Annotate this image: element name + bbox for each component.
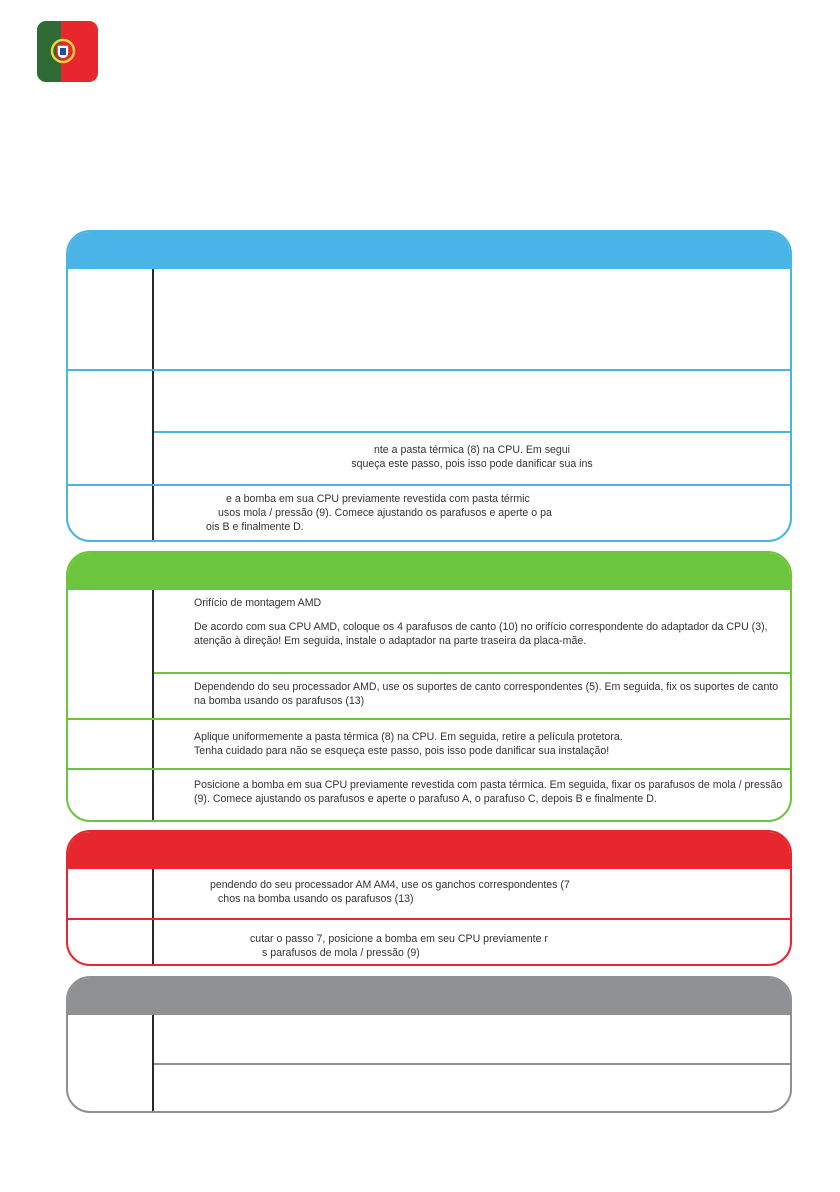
blue-step-2-blank [154, 371, 790, 431]
gray-step-1-top [154, 1015, 790, 1063]
blue-step-2-body [152, 371, 790, 484]
green-section [66, 551, 792, 822]
step-cell [68, 720, 150, 768]
blue-step-2 [68, 369, 790, 484]
red-step-2-body [152, 920, 790, 966]
coat-of-arms-icon [50, 38, 76, 64]
blue-step-2-line-2: squeça este passo, pois isso pode danificar sua ins [351, 458, 593, 470]
blue-step-3-line-3: ois B e finalmente D. [206, 521, 304, 533]
gray-section [66, 976, 792, 1113]
blue-step-3-body [152, 486, 790, 540]
green-step-3-body [152, 770, 790, 822]
gray-step-1 [68, 1015, 790, 1111]
green-step-1-sub [154, 672, 790, 718]
step-cell [68, 486, 150, 540]
red-step-1-line-1: pendendo do seu processador AM AM4, use os ganchos correspondentes (7 [210, 879, 570, 891]
red-step-2-line-1: cutar o passo 7, posicione a bomba em seu CPU previamente r [250, 933, 548, 945]
step-cell [68, 770, 150, 822]
green-step-1-body [152, 590, 790, 718]
blue-step-3-line-2: usos mola / pressão (9). Comece ajustando os parafusos e aperte o pa [218, 507, 552, 519]
red-step-1-body [152, 869, 790, 918]
green-step-1-title: Orifício de montagem AMD [194, 597, 322, 609]
red-step-1-line-2: chos na bomba usando os parafusos (13) [218, 893, 414, 905]
green-step-3 [68, 768, 790, 822]
step-cell [68, 371, 150, 484]
green-step-3-text: Posicione a bomba em sua CPU previamente revestida com pasta térmica. Em seguida, fixar os parafusos de mola / pressão (9). Comece ajustando os parafusos e aperte o parafuso A, o parafuso C, depois B e finalmente D. [194, 779, 783, 805]
green-step-2-line-1: Aplique uniformemente a pasta térmica (8) na CPU. Em seguida, retire a película protetora. [194, 731, 623, 743]
green-step-1-text: De acordo com sua CPU AMD, coloque os 4 parafusos de canto (10) no orifício correspondente do adaptador da CPU (3), atenção à direção! Em seguida, instale o adaptador na parte traseira da placa-mãe. [194, 621, 768, 647]
blue-section [66, 230, 792, 542]
green-step-1 [68, 590, 790, 718]
green-step-1-sub-text: Dependendo do seu processador AMD, use os suportes de canto correspondentes (5). Em seguida, fix os suportes de canto na bomba usando os parafusos (13) [194, 681, 779, 707]
green-step-2 [68, 718, 790, 768]
gray-step-1-body [152, 1015, 790, 1111]
blue-step-1 [68, 269, 790, 369]
gray-step-1-sub [154, 1063, 790, 1111]
blue-step-1-body [152, 269, 790, 369]
blue-step-3-line-1: e a bomba em sua CPU previamente revestida com pasta térmic [226, 493, 530, 505]
green-step-2-body [152, 720, 790, 768]
red-section [66, 830, 792, 966]
step-cell [68, 590, 150, 718]
step-cell [68, 920, 150, 966]
blue-step-3 [68, 484, 790, 540]
blue-step-2-sub [154, 431, 790, 486]
red-step-2 [68, 918, 790, 966]
gray-section-header [68, 978, 790, 1015]
portugal-flag-icon [37, 21, 98, 82]
green-section-header [68, 553, 790, 590]
step-cell [68, 269, 150, 369]
red-section-header [68, 832, 790, 869]
green-step-2-line-2: Tenha cuidado para não se esqueça este passo, pois isso pode danificar sua instalação! [194, 745, 610, 757]
red-step-2-line-2: s parafusos de mola / pressão (9) [262, 947, 420, 959]
blue-step-2-line-1: nte a pasta térmica (8) na CPU. Em segui [373, 444, 571, 456]
red-step-1 [68, 869, 790, 918]
blue-section-header [68, 232, 790, 269]
step-cell [68, 869, 150, 918]
green-step-1-main [154, 590, 790, 672]
step-cell [68, 1015, 150, 1111]
